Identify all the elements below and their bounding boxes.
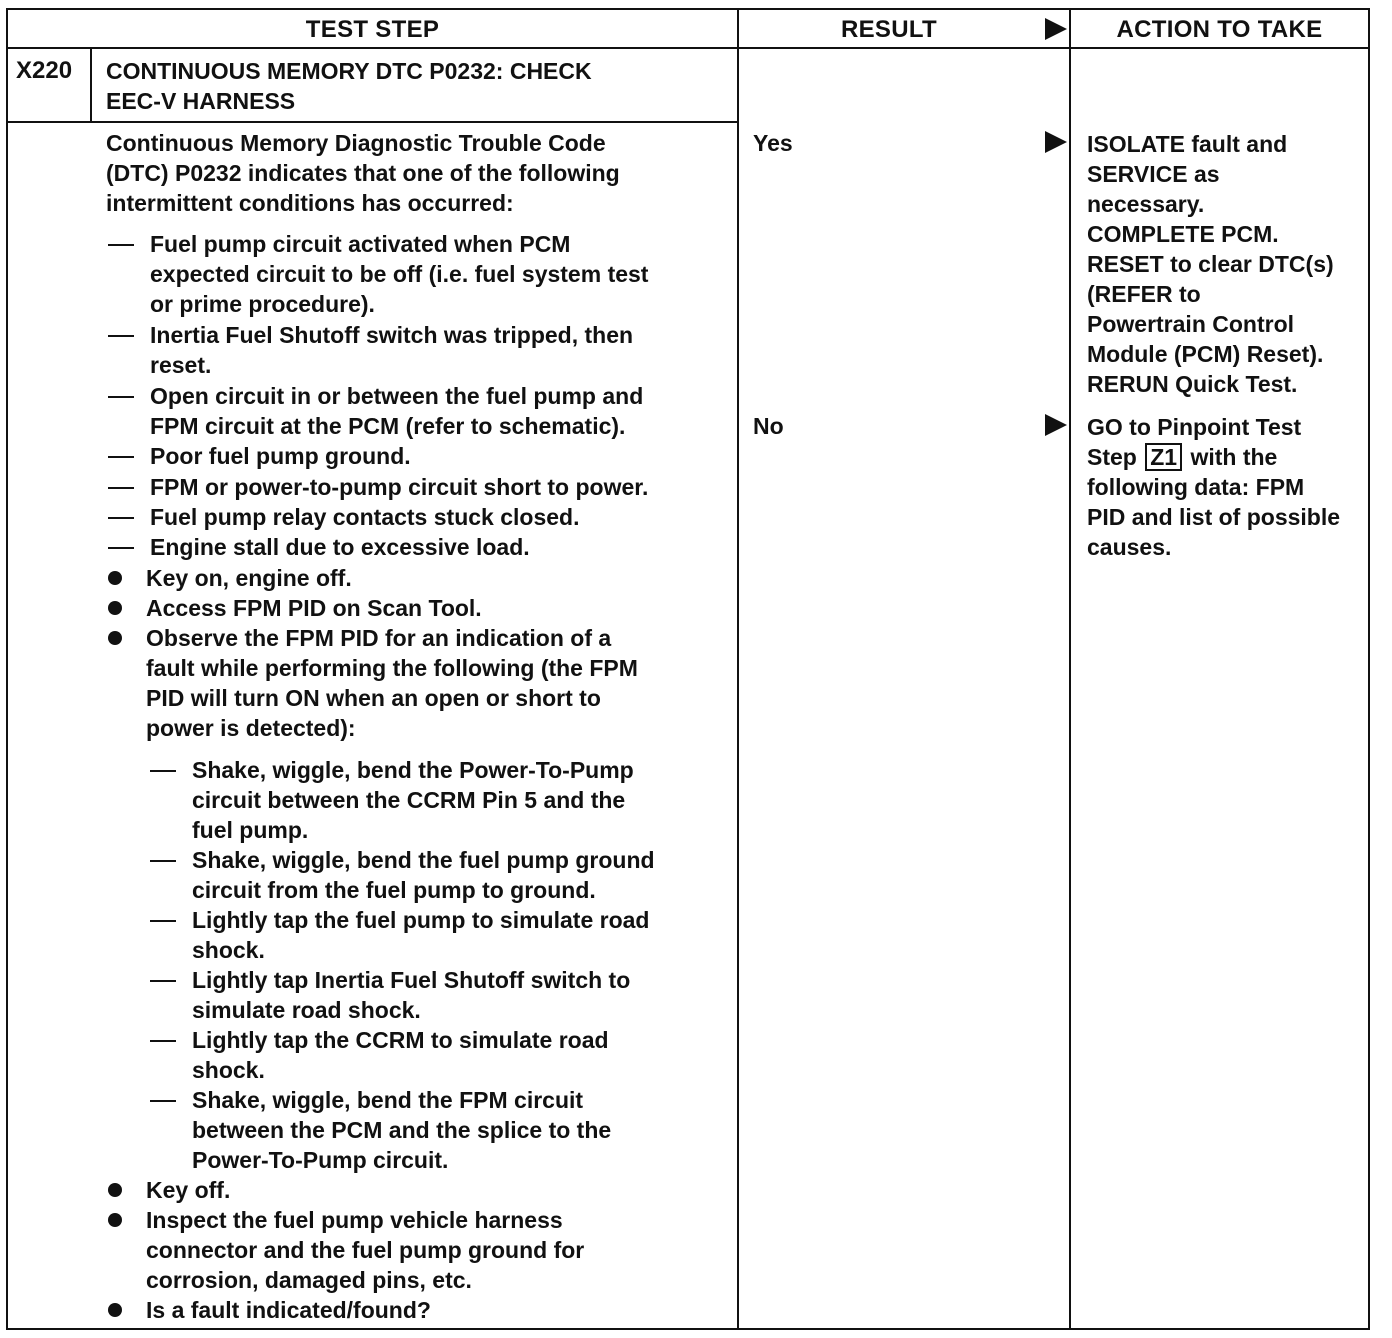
step-a-2-line-1: Access FPM PID on Scan Tool. [146,595,482,621]
intro-line-2: (DTC) P0232 indicates that one of the following [106,160,620,186]
action-yes-line-3: necessary. [1087,191,1205,217]
condition-7-line-1: Engine stall due to excessive load. [150,534,530,560]
condition-1-line-3: or prime procedure). [150,291,375,317]
result-no: No [753,413,784,439]
step-a-3-line-4: power is detected): [146,715,356,741]
dash-icon [108,396,134,398]
action-no-line-3: following data: FPM [1087,474,1305,500]
bullet-icon [108,1213,122,1227]
step-title-divider [6,121,739,123]
action-no-step-label: Step [1087,444,1137,470]
header-action: ACTION TO TAKE [1116,16,1323,43]
step-id-divider [90,48,92,122]
dash-icon [150,860,176,862]
condition-5-line-1: FPM or power-to-pump circuit short to power. [150,474,649,500]
step-id: X220 [16,57,73,84]
sub-step-1-line-3: fuel pump. [192,817,309,843]
dash-icon [150,920,176,922]
condition-2-line-1: Inertia Fuel Shutoff switch was tripped, then [150,322,634,348]
action-yes-line-5: RESET to clear DTC(s) [1087,251,1334,277]
step-a-3-line-1: Observe the FPM PID for an indication of a [146,625,612,651]
action-no-line-4: PID and list of possible [1087,504,1341,530]
condition-3-line-2: FPM circuit at the PCM (refer to schematic). [150,413,626,439]
sub-step-3-line-1: Lightly tap the fuel pump to simulate road [192,907,650,933]
dash-icon [108,335,134,337]
sub-step-6-line-3: Power-To-Pump circuit. [192,1147,449,1173]
bullet-icon [108,1183,122,1197]
condition-3-line-1: Open circuit in or between the fuel pump and [150,383,644,409]
dash-icon [108,517,134,519]
condition-1-line-1: Fuel pump circuit activated when PCM [150,231,571,257]
sub-step-1-line-2: circuit between the CCRM Pin 5 and the [192,787,626,813]
condition-4-line-1: Poor fuel pump ground. [150,443,411,469]
action-yes-line-6: (REFER to [1087,281,1201,307]
header-result: RESULT [840,16,938,43]
step-a-3-line-3: PID will turn ON when an open or short to [146,685,601,711]
action-yes-line-7: Powertrain Control [1087,311,1295,337]
sub-step-4-line-1: Lightly tap Inertia Fuel Shutoff switch to [192,967,631,993]
step-a-3-line-2: fault while performing the following (the FPM [146,655,638,681]
step-b-1-line-1: Key off. [146,1177,231,1203]
step-a-1-line-1: Key on, engine off. [146,565,352,591]
step-title-line-1: CONTINUOUS MEMORY DTC P0232: CHECK [106,58,592,84]
action-yes-line-8: Module (PCM) Reset). [1087,341,1324,367]
bullet-icon [108,1303,122,1317]
yes-arrow-icon [1045,131,1067,153]
header-test-step: TEST STEP [305,16,440,43]
bullet-icon [108,601,122,615]
dash-icon [150,770,176,772]
sub-step-6-line-2: between the PCM and the splice to the [192,1117,612,1143]
sub-step-5-line-2: shock. [192,1057,265,1083]
sub-step-2-line-2: circuit from the fuel pump to ground. [192,877,596,903]
sub-step-3-line-2: shock. [192,937,265,963]
intro-line-3: intermittent conditions has occurred: [106,190,514,216]
action-no-line-5: causes. [1087,534,1172,560]
intro-line-1: Continuous Memory Diagnostic Trouble Code [106,130,606,156]
header-arrow-icon [1045,18,1067,40]
sub-step-1-line-1: Shake, wiggle, bend the Power-To-Pump [192,757,634,783]
action-no-with-the: with the [1190,444,1278,470]
dash-icon [150,1040,176,1042]
dash-icon [108,244,134,246]
dash-icon [108,547,134,549]
pinpoint-step-link[interactable]: Z1 [1145,443,1182,471]
dash-icon [150,1100,176,1102]
result-yes: Yes [753,130,793,156]
action-yes-line-9: RERUN Quick Test. [1087,371,1298,397]
column-divider-action [1069,8,1071,1330]
action-no-line-2 [1087,442,1277,472]
bullet-icon [108,631,122,645]
step-title-line-2: EEC-V HARNESS [106,88,296,114]
action-yes-line-2: SERVICE as [1087,161,1220,187]
sub-step-5-line-1: Lightly tap the CCRM to simulate road [192,1027,609,1053]
step-b-3-question: Is a fault indicated/found? [146,1297,431,1323]
sub-step-6-line-1: Shake, wiggle, bend the FPM circuit [192,1087,584,1113]
dash-icon [108,456,134,458]
dash-icon [150,980,176,982]
action-yes-line-4: COMPLETE PCM. [1087,221,1279,247]
no-arrow-icon [1045,414,1067,436]
step-b-2-line-3: corrosion, damaged pins, etc. [146,1267,472,1293]
dash-icon [108,487,134,489]
condition-2-line-2: reset. [150,352,212,378]
step-b-2-line-2: connector and the fuel pump ground for [146,1237,585,1263]
condition-1-line-2: expected circuit to be off (i.e. fuel system test [150,261,649,287]
action-no-line-1: GO to Pinpoint Test [1087,414,1302,440]
sub-step-2-line-1: Shake, wiggle, bend the fuel pump ground [192,847,655,873]
action-yes-line-1: ISOLATE fault and [1087,131,1288,157]
column-divider-result [737,8,739,1330]
sub-step-4-line-2: simulate road shock. [192,997,421,1023]
bullet-icon [108,571,122,585]
step-b-2-line-1: Inspect the fuel pump vehicle harness [146,1207,563,1233]
condition-6-line-1: Fuel pump relay contacts stuck closed. [150,504,580,530]
